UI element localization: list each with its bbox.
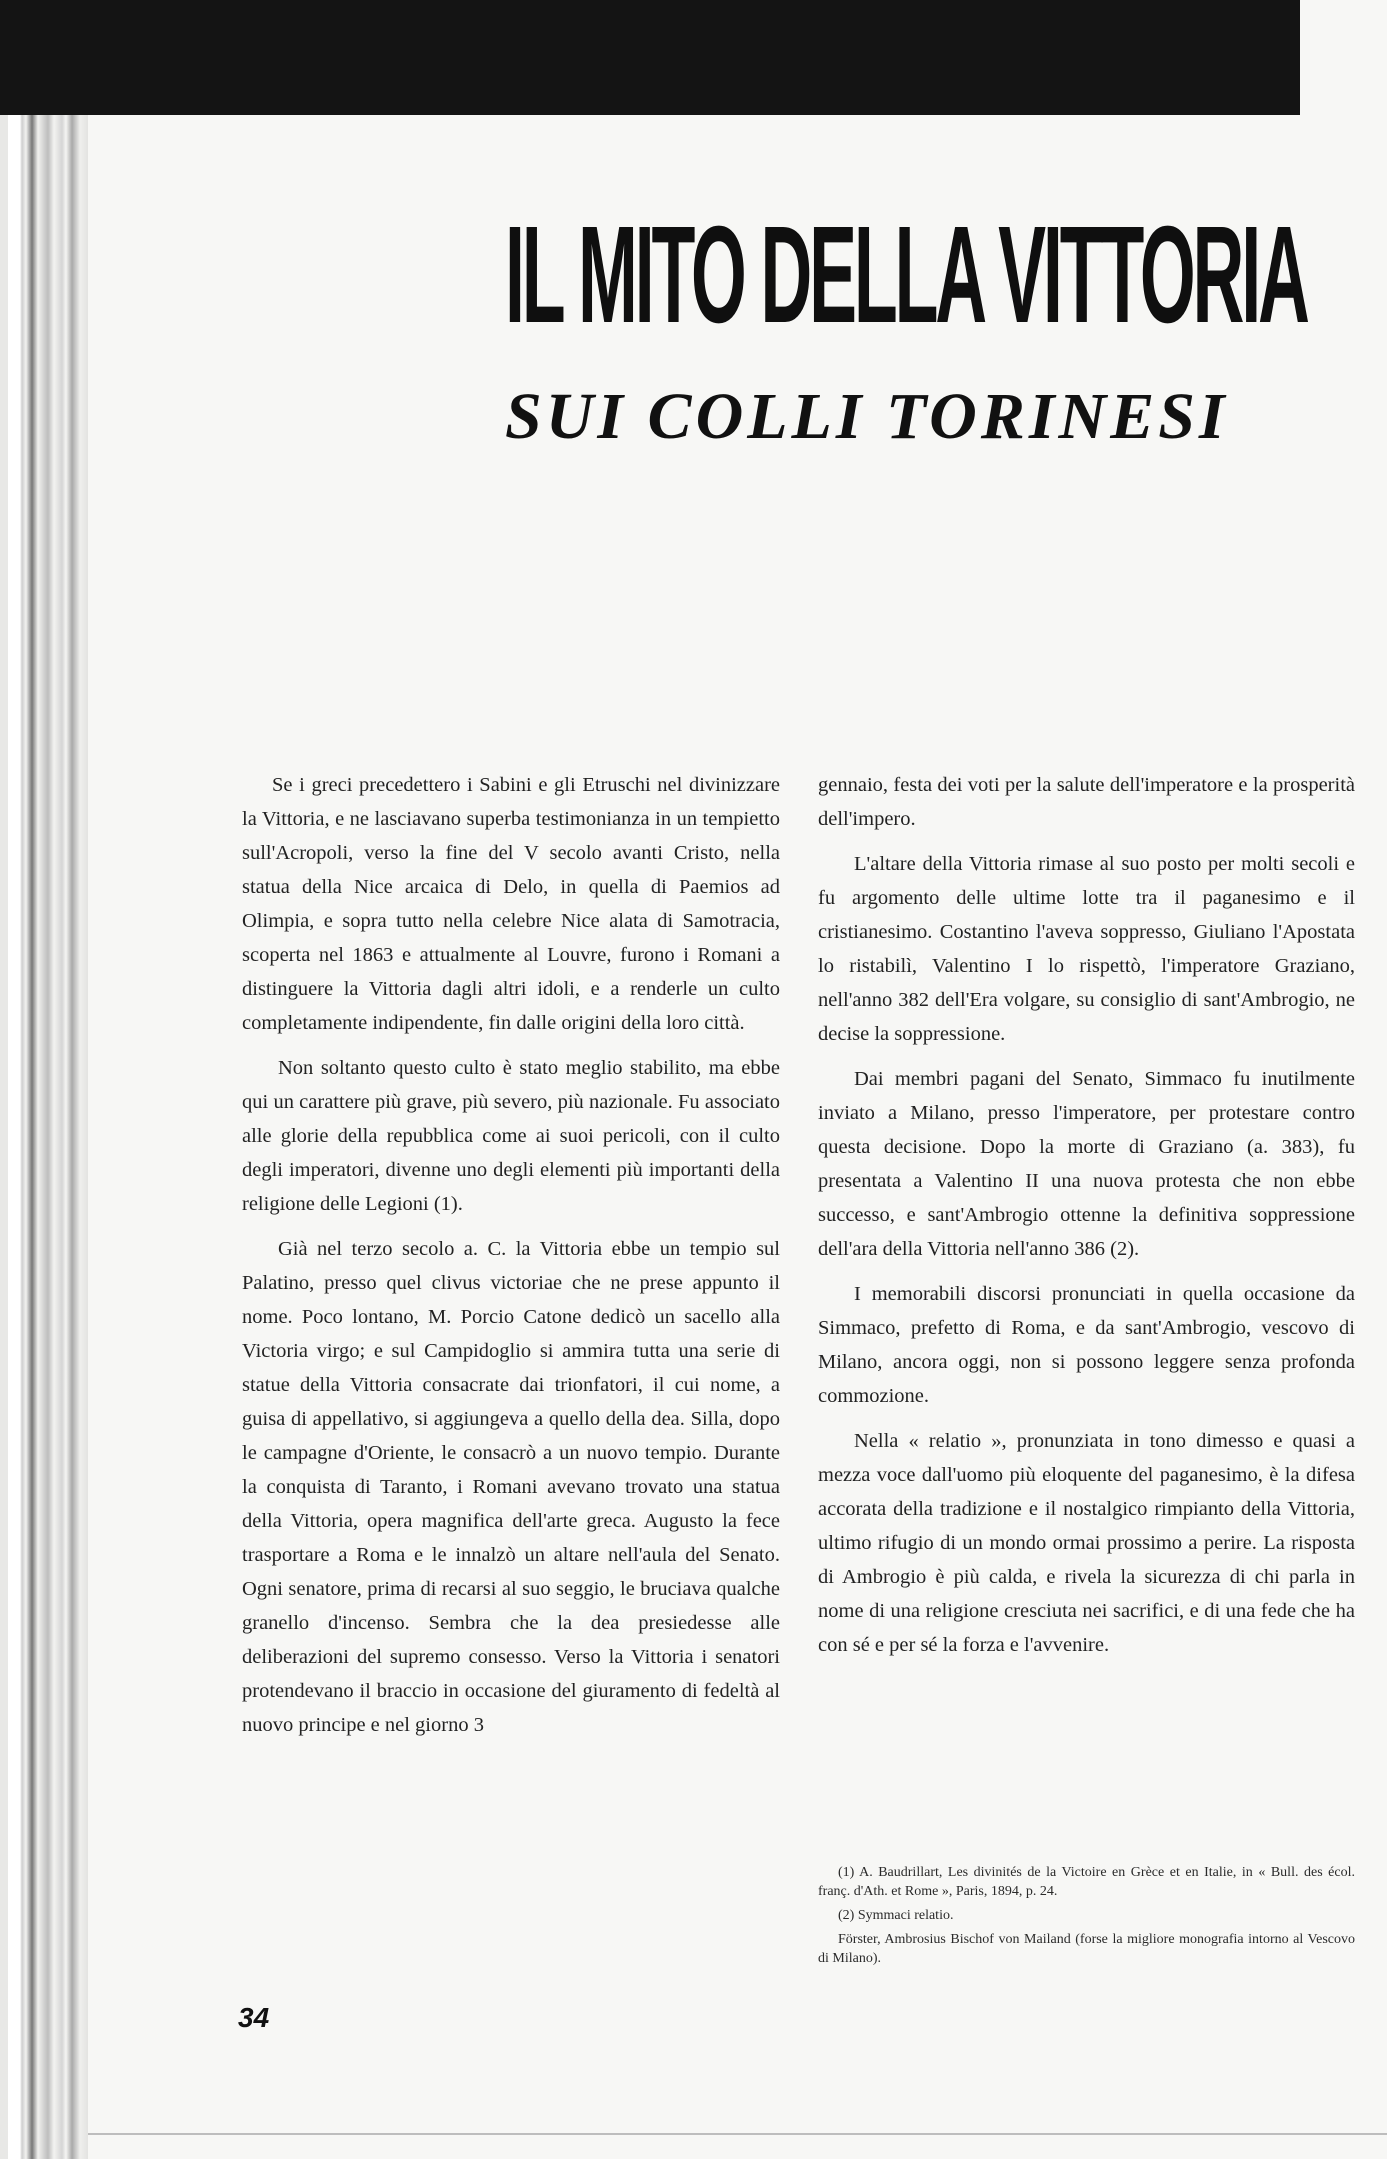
paragraph: Dai membri pagani del Senato, Simmaco fu inutilmente inviato a Milano, presso l'imperatore, per protestare contro questa decisione. Dopo la morte di Graziano (a. 383), fu presentata a Valentino II una nuova protesta che non ebbe successo, e sant'Ambrogio ottenne la definitiva soppressione dell'ara della Vittoria nell'anno 386 (2).	[818, 1068, 1355, 1260]
left-text-column	[242, 768, 780, 1753]
paragraph: gennaio, festa dei voti per la salute dell'imperatore e la prosperità dell'impero.	[818, 774, 1355, 830]
article-title: IL MITO DELLA VITTORIA	[505, 198, 1307, 352]
footnote: Förster, Ambrosius Bischof von Mailand (forse la migliore monografia intorno al Vescovo di Milano).	[818, 1932, 1355, 1966]
paragraph: L'altare della Vittoria rimase al suo posto per molti secoli e fu argomento delle ultime lotte tra il paganesimo e il cristianesimo. Costantino l'aveva soppresso, Giuliano l'Apostata lo ristabilì, Valentino I lo rispettò, l'imperatore Graziano, nell'anno 382 dell'Era volgare, su consiglio di sant'Ambrogio, ne decise la soppressione.	[818, 853, 1355, 1045]
top-scan-border	[0, 0, 1300, 115]
bottom-page-edge	[88, 2133, 1387, 2135]
article-subtitle: SUI COLLI TORINESI	[505, 380, 1229, 453]
right-text-column	[818, 768, 1355, 1673]
paragraph: Se i greci precedettero i Sabini e gli Etruschi nel divinizzare la Vittoria, e ne lasciavano superba testimonianza in un tempietto sull'Acropoli, verso la fine del V secolo avanti Cristo, nella statua della Nice arcaica di Delo, in quella di Paemios ad Olimpia, e sopra tutto nella celebre Nice alata di Samotracia, scoperta nel 1863 e attualmente al Louvre, furono i Romani a distinguere la Vittoria dagli altri idoli, e a renderle un culto completamente indipendente, fin dalle origini della loro città.	[242, 774, 780, 1034]
paragraph: Non soltanto questo culto è stato meglio stabilito, ma ebbe qui un carattere più grave, più severo, più nazionale. Fu associato alle glorie della repubblica come ai suoi pericoli, con il culto degli imperatori, divenne uno degli elementi più importanti della religione delle Legioni (1).	[242, 1057, 780, 1215]
page-number: 34	[238, 2002, 270, 2033]
paragraph: Già nel terzo secolo a. C. la Vittoria ebbe un tempio sul Palatino, presso quel clivus victoriae che ne prese appunto il nome. Poco lontano, M. Porcio Catone dedicò un sacello alla Victoria virgo; e sul Campidoglio si ammira tutta una serie di statue della Vittoria consacrate dai trionfatori, il cui nome, a guisa di appellativo, si aggiungeva a quello della dea. Silla, dopo le campagne d'Oriente, le consacrò a un nuovo tempio. Durante la conquista di Taranto, i Romani avevano trovato una statua della Vittoria, opera magnifica dell'arte greca. Augusto la fece trasportare a Roma e le innalzò un altare nell'aula del Senato. Ogni senatore, prima di recarsi al suo seggio, le bruciava qualche granello d'incenso. Sembra che la dea presiedesse alle deliberazioni del supremo consesso. Verso la Vittoria i senatori protendevano il braccio in occasione del giuramento di fedeltà al nuovo principe e nel giorno 3	[242, 1238, 780, 1736]
left-scan-edge	[0, 115, 88, 2159]
paragraph: I memorabili discorsi pronunciati in quella occasione da Simmaco, prefetto di Roma, e da sant'Ambrogio, vescovo di Milano, ancora oggi, non si possono leggere senza profonda commozione.	[818, 1283, 1355, 1407]
footnote: (2) Symmaci relatio.	[838, 1908, 954, 1923]
footnote: (1) A. Baudrillart, Les divinités de la Victoire en Grèce et en Italie, in « Bull. des écol. franç. d'Ath. et Rome », Paris, 1894, p. 24.	[818, 1865, 1355, 1899]
paragraph: Nella « relatio », pronunziata in tono dimesso e quasi a mezza voce dall'uomo più eloquente del paganesimo, è la difesa accorata della tradizione e il nostalgico rimpianto della Vittoria, ultimo rifugio di un mondo ormai prossimo a perire. La risposta di Ambrogio è più calda, e rivela la sicurezza di chi parla in nome di una religione cresciuta nei sacrifici, e di una fede che ha con sé e per sé la forza e l'avvenire.	[818, 1430, 1355, 1656]
footnotes	[818, 1863, 1355, 1973]
